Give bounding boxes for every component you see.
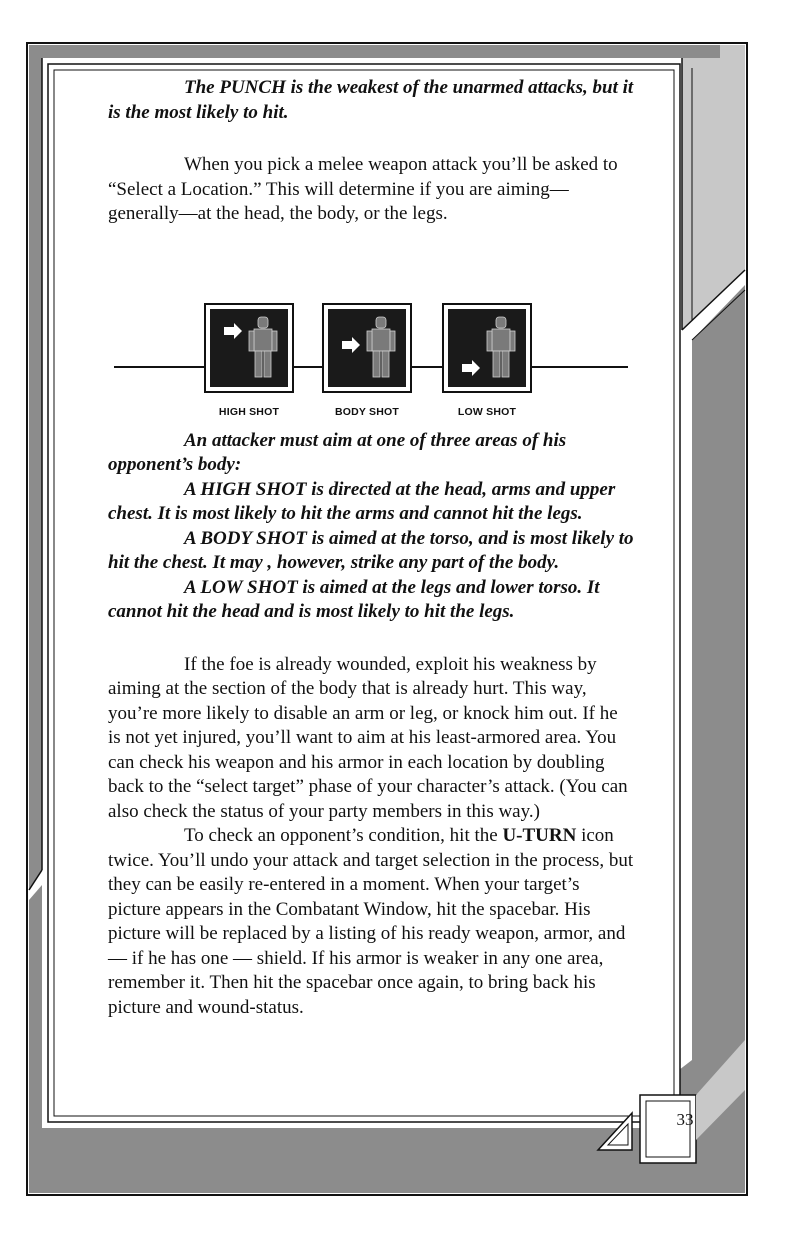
check-text-after: icon twice. You’ll undo your attack and target selection in the process, but they can be easily re-entered in a moment. When your target’s picture appears in the Combatant Window, hit the spacebar. His picture will be replaced by a listing of his ready weapon, armor, and — if he has one — shield. If his armor is weaker in any one area, remember it. Then hit the spacebar once again, to bring back his picture and wound-status. <box>108 825 634 1018</box>
frame-light-wedge <box>682 45 745 330</box>
body-shot-figure <box>328 309 406 387</box>
high-shot-icon <box>204 303 294 393</box>
page-content <box>108 76 634 1020</box>
shot-diagram <box>108 303 634 421</box>
callout-high-shot: A HIGH SHOT is directed at the head, arms and upper chest. It is most likely to hit the arms and cannot hit the legs. <box>108 478 616 524</box>
frame-band-bottom <box>29 1128 745 1193</box>
intro-paragraph: When you pick a melee weapon attack you’ll be asked to “Select a Location.” This will determine if you are aiming—generally—at the head, the body, or the legs. <box>108 154 618 224</box>
wounded-paragraph: If the foe is already wounded, exploit his weakness by aiming at the section of the body that is already hurt. This way, you’re more likely to disable an arm or leg, or knock him out. If he is not yet injured, you’ll want to aim at his least-armored area. You can check his weapon and his armor in each location by doubling back to the “select target” phase of your character’s attack. (You can also check the status of your party members in this way.) <box>108 653 628 822</box>
u-turn-keyword: U-TURN <box>502 825 577 846</box>
body-shot-icon <box>322 303 412 393</box>
body-shot-label: BODY SHOT <box>334 405 400 418</box>
check-condition-paragraph <box>108 824 634 1020</box>
check-text-before: To check an opponent’s condition, hit the <box>184 825 503 846</box>
arrow-right-icon <box>462 360 480 376</box>
low-shot-icon <box>442 303 532 393</box>
high-shot-label: HIGH SHOT <box>218 405 280 418</box>
page-number: 33 <box>676 1110 694 1129</box>
callout-low-shot: A LOW SHOT is aimed at the legs and lower torso. It cannot hit the head and is most likely to hit the legs. <box>108 576 600 622</box>
high-shot-figure <box>210 309 288 387</box>
callout-lead: An attacker must aim at one of three areas of his opponent’s body: <box>108 429 567 475</box>
punch-note: The PUNCH is the weakest of the unarmed attacks, but it is the most likely to hit. <box>108 77 634 123</box>
arrow-right-icon <box>224 323 242 339</box>
callout-body-shot: A BODY SHOT is aimed at the torso, and is most likely to hit the chest. It may , however, strike any part of the body. <box>108 527 634 573</box>
arrow-right-icon <box>342 337 360 353</box>
low-shot-figure <box>448 309 526 387</box>
low-shot-label: LOW SHOT <box>457 405 517 418</box>
frame-band-left <box>29 885 42 1128</box>
